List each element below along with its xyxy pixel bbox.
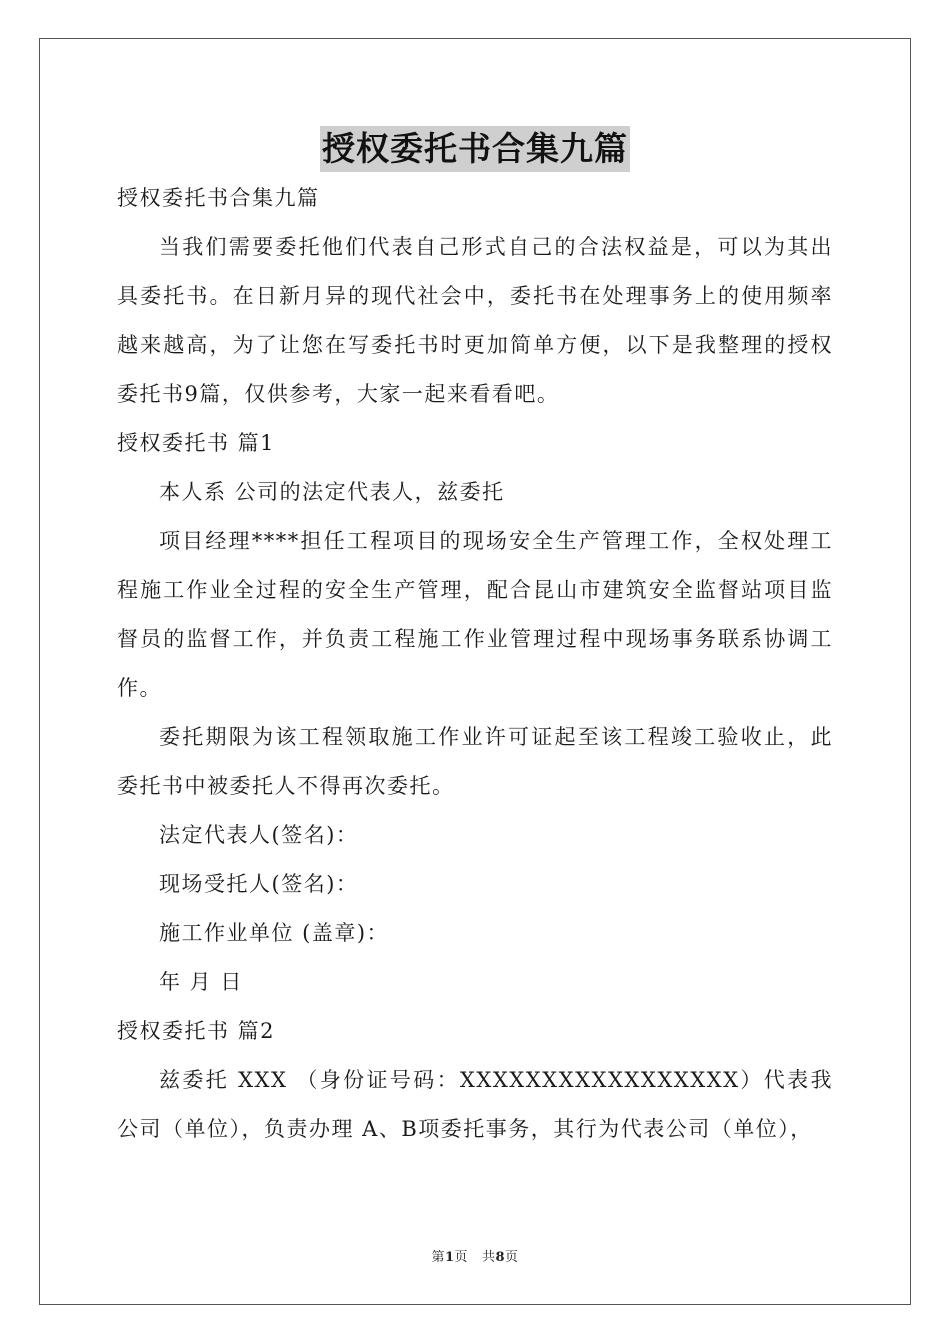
body-paragraph: 委托期限为该工程领取施工作业许可证起至该工程竣工验收止，此委托书中被委托人不得再次委托。 xyxy=(117,725,833,798)
body-paragraph: 项目经理****担任工程项目的现场安全生产管理工作，全权处理工程施工作业全过程的安全生产管理，配合昆山市建筑安全监督站项目监督员的监督工作，并负责工程施工作业管理过程中现场事务联系协调工作。 xyxy=(117,529,833,700)
section-heading: 授权委托书 篇2 xyxy=(117,1019,276,1043)
total-suffix: 页 xyxy=(505,1250,519,1265)
page-prefix: 第 xyxy=(431,1250,445,1265)
document-body xyxy=(117,174,833,1154)
current-page-number: 1 xyxy=(444,1250,455,1265)
title-container xyxy=(0,126,950,172)
page-footer xyxy=(0,1246,950,1265)
total-page-number: 8 xyxy=(495,1250,506,1265)
document-title: 授权委托书合集九篇 xyxy=(320,126,630,172)
body-paragraph: 年 月 日 xyxy=(159,970,243,994)
body-paragraph: 当我们需要委托他们代表自己形式自己的合法权益是，可以为其出具委托书。在日新月异的现代社会中，委托书在处理事务上的使用频率越来越高，为了让您在写委托书时更加简单方便，以下是我整理的授权委托书9篇，仅供参考，大家一起来看看吧。 xyxy=(117,235,833,406)
body-paragraph: 法定代表人(签名)： xyxy=(159,823,359,847)
total-prefix: 共 xyxy=(481,1250,496,1265)
body-paragraph: 本人系 公司的法定代表人，兹委托 xyxy=(159,480,505,504)
section-heading: 授权委托书 篇1 xyxy=(117,431,276,455)
body-paragraph: 兹委托 XXX （身份证号码：XXXXXXXXXXXXXXXXX）代表我公司（单位），负责办理 A、B项委托事务，其行为代表公司（单位）， xyxy=(117,1068,833,1141)
body-paragraph: 现场受托人(签名)： xyxy=(159,872,359,896)
body-paragraph: 施工作业单位 (盖章)： xyxy=(159,921,390,945)
section-heading: 授权委托书合集九篇 xyxy=(117,186,320,210)
page-suffix: 页 xyxy=(454,1250,469,1265)
